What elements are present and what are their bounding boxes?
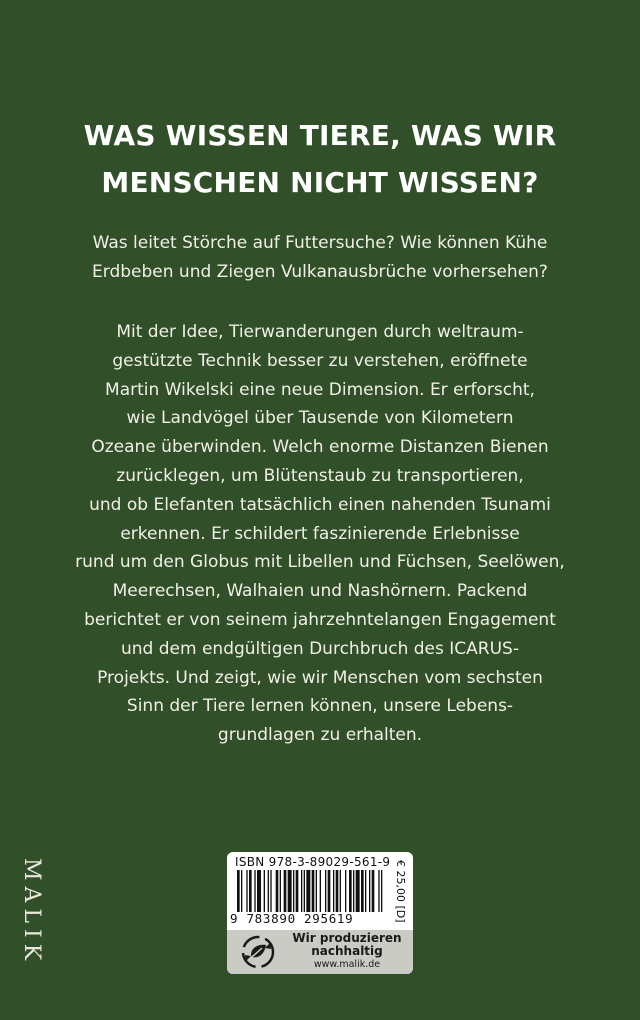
sustainability-text — [289, 932, 405, 972]
badge-line-1: Wir produzieren — [292, 931, 402, 945]
barcode-bar — [270, 870, 271, 912]
barcode-bar — [361, 870, 364, 912]
headline-line: MENSCHEN NICHT WISSEN? — [101, 166, 539, 199]
barcode-bar — [301, 870, 302, 912]
barcode-label — [227, 852, 413, 974]
blurb-line: erkennen. Er schildert faszinierende Erlebnisse — [120, 523, 520, 544]
price-text: € 25,00 [D] — [394, 860, 407, 923]
barcode-bar — [288, 870, 292, 912]
barcode-bar — [365, 870, 366, 912]
blurb-line: Ozeane überwinden. Welch enorme Distanzen Bienen — [91, 437, 549, 458]
barcode-bar — [296, 870, 299, 912]
publisher-name: MALIK — [19, 858, 44, 967]
barcode-bar — [356, 870, 360, 912]
blurb-line: rund um den Globus mit Libellen und Füchsen, Seelöwen, — [75, 552, 565, 573]
ean-digits: 9 783890 295619 — [230, 911, 354, 926]
headline-line: WAS WISSEN TIERE, WAS WIR — [83, 119, 557, 152]
isbn-text: ISBN 978-3-89029-561-9 — [235, 855, 391, 869]
barcode-bar — [249, 870, 252, 912]
barcode-bar — [328, 870, 331, 912]
barcode-bar — [293, 870, 294, 912]
blurb-paragraph — [40, 318, 600, 750]
blurb-line: und ob Elefanten tatsächlich einen nahenden Tsunami — [89, 494, 551, 515]
recycling-leaf-icon — [241, 935, 275, 969]
barcode-bar — [304, 870, 305, 912]
blurb-line: Projekts. Und zeigt, wie wir Menschen vom sechsten — [97, 667, 543, 688]
barcode-bar — [336, 870, 339, 912]
publisher-url: www.malik.de — [313, 959, 381, 970]
barcode-bar — [325, 870, 326, 912]
sustainability-badge — [227, 930, 413, 974]
blurb-line: Martin Wikelski eine neue Dimension. Er erforscht, — [105, 379, 535, 400]
barcode-bar — [257, 870, 261, 912]
blurb-line: und dem endgültigen Durchbruch des ICARUS- — [121, 638, 519, 659]
blurb-line: zurücklegen, um Blütenstaub zu transportieren, — [116, 465, 524, 486]
barcode-bar — [276, 870, 279, 912]
barcode-bar — [280, 870, 281, 912]
barcode-bar — [345, 870, 346, 912]
publisher-logo — [20, 858, 44, 978]
barcode-bar — [353, 870, 354, 912]
barcode-bar — [254, 870, 255, 912]
barcode-bar — [316, 870, 317, 912]
blurb-line: berichtet er von seinem jahrzehntelangen Engagement — [84, 609, 556, 630]
blurb-line: grundlagen zu erhalten. — [217, 725, 423, 746]
barcode-bar — [340, 870, 341, 912]
barcode-bar — [320, 870, 321, 912]
barcode-bar — [241, 870, 242, 912]
barcode-bar — [246, 870, 247, 912]
headline — [0, 112, 640, 206]
barcode-bar — [264, 870, 265, 912]
blurb-line: wie Landvögel über Tausende von Kilometern — [126, 408, 514, 429]
barcode-bar — [306, 870, 310, 912]
intro-line: Erdbeben und Ziegen Vulkanausbrüche vorhersehen? — [92, 261, 548, 282]
badge-line-2: nachhaltig — [311, 944, 383, 958]
barcode-bar — [381, 870, 382, 912]
barcode-bar — [312, 870, 315, 912]
barcode-bar — [378, 870, 379, 912]
price-label — [391, 860, 409, 926]
intro-line: Was leitet Störche auf Futtersuche? Wie können Kühe — [92, 233, 548, 253]
blurb-line: Mit der Idee, Tierwanderungen durch weltraum- — [116, 322, 524, 342]
barcode-bar — [349, 870, 352, 912]
blurb-line: Meerechsen, Walhaien und Nashörnern. Packend — [112, 581, 528, 602]
barcode-bar — [268, 870, 269, 912]
barcode-bar — [237, 870, 240, 912]
intro-paragraph — [40, 229, 600, 287]
blurb-line: gestützte Technik besser zu verstehen, eröffnete — [112, 350, 528, 371]
blurb-line: Sinn der Tiere lernen können, unsere Lebens- — [126, 696, 514, 717]
ean-barcode — [237, 870, 385, 912]
barcode-bar — [372, 870, 375, 912]
barcode-bar — [284, 870, 287, 912]
barcode-bar — [333, 870, 334, 912]
barcode-bar — [369, 870, 370, 912]
